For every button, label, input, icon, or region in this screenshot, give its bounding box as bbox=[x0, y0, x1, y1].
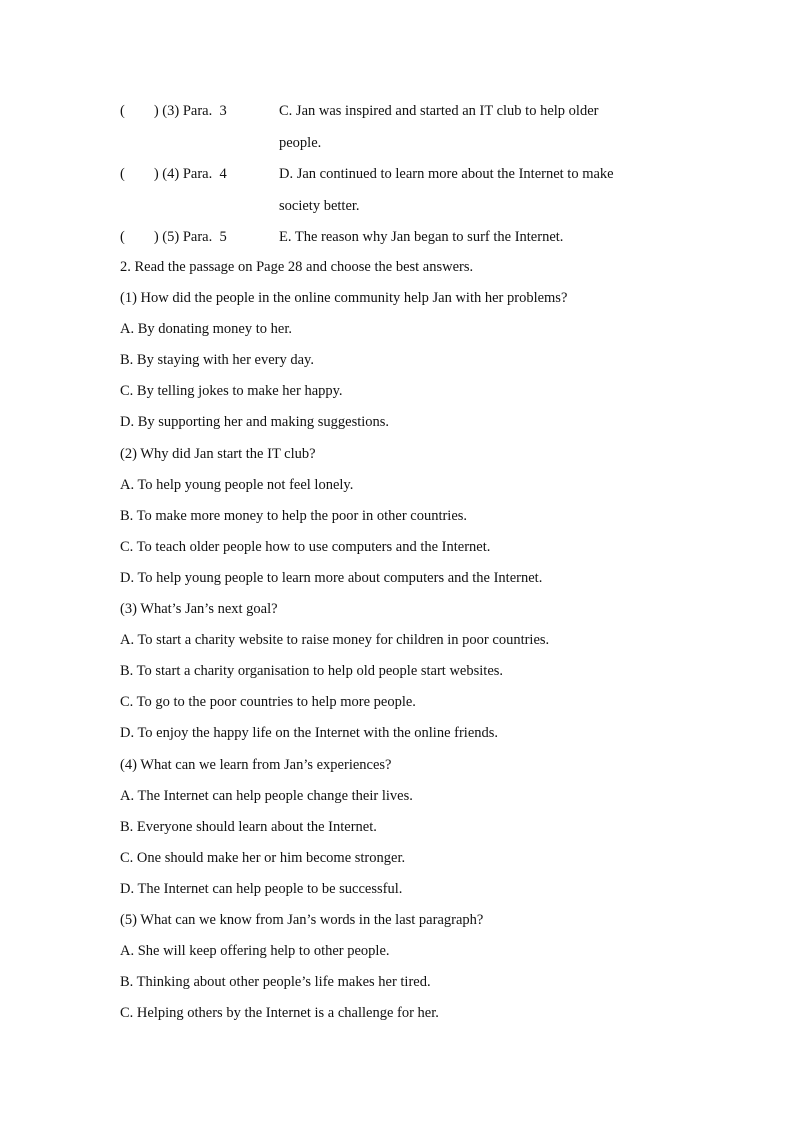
answer-option: C. To go to the poor countries to help more people. bbox=[120, 694, 416, 711]
matching-item-left: ( ) (5) Para. 5 bbox=[120, 229, 227, 245]
question: (5) What can we know from Jan’s words in the last paragraph? bbox=[120, 911, 484, 928]
answer-option: B. Everyone should learn about the Internet. bbox=[120, 818, 377, 835]
question: (4) What can we learn from Jan’s experiences? bbox=[120, 756, 392, 773]
matching-row bbox=[120, 159, 680, 222]
answer-option: D. To enjoy the happy life on the Internet with the online friends. bbox=[120, 725, 499, 742]
matching-row bbox=[120, 222, 680, 254]
question: (1) How did the people in the online community help Jan with her problems? bbox=[120, 290, 568, 307]
answer-option: A. She will keep offering help to other people. bbox=[120, 943, 390, 960]
matching-exercise bbox=[120, 96, 680, 254]
answer-option: B. Thinking about other people’s life makes her tired. bbox=[120, 974, 431, 991]
section-heading: 2. Read the passage on Page 28 and choose the best answers. bbox=[120, 259, 474, 275]
text-line: E. The reason why Jan began to surf the Internet. bbox=[279, 229, 564, 245]
answer-option: A. To help young people not feel lonely. bbox=[120, 476, 354, 493]
text-line: society better. bbox=[279, 197, 360, 214]
matching-item-right bbox=[279, 222, 680, 254]
answer-option: B. By staying with her every day. bbox=[120, 352, 314, 369]
matching-item-left: ( ) (4) Para. 4 bbox=[120, 166, 227, 182]
matching-item-left: ( ) (3) Para. 3 bbox=[120, 103, 227, 119]
answer-option: C. By telling jokes to make her happy. bbox=[120, 383, 343, 400]
matching-item-right bbox=[279, 159, 680, 222]
question-section bbox=[120, 252, 680, 1029]
answer-option: C. Helping others by the Internet is a challenge for her. bbox=[120, 1005, 439, 1022]
matching-row bbox=[120, 96, 680, 159]
matching-item-right bbox=[279, 96, 680, 159]
answer-option: A. The Internet can help people change their lives. bbox=[120, 787, 413, 804]
question: (2) Why did Jan start the IT club? bbox=[120, 445, 316, 462]
text-line: people. bbox=[279, 134, 322, 151]
answer-option: D. By supporting her and making suggestions. bbox=[120, 414, 390, 431]
answer-option: D. The Internet can help people to be successful. bbox=[120, 880, 403, 897]
question: (3) What’s Jan’s next goal? bbox=[120, 601, 278, 618]
answer-option: C. One should make her or him become stronger. bbox=[120, 849, 406, 866]
answer-option: B. To start a charity organisation to help old people start websites. bbox=[120, 663, 504, 680]
answer-option: C. To teach older people how to use computers and the Internet. bbox=[120, 538, 491, 555]
text-line: D. Jan continued to learn more about the Internet to make bbox=[279, 166, 614, 182]
text-line: C. Jan was inspired and started an IT club to help older bbox=[279, 103, 599, 119]
answer-option: A. To start a charity website to raise money for children in poor countries. bbox=[120, 632, 550, 649]
answer-option: A. By donating money to her. bbox=[120, 321, 292, 338]
answer-option: B. To make more money to help the poor in other countries. bbox=[120, 507, 468, 524]
answer-option: D. To help young people to learn more about computers and the Internet. bbox=[120, 569, 543, 586]
